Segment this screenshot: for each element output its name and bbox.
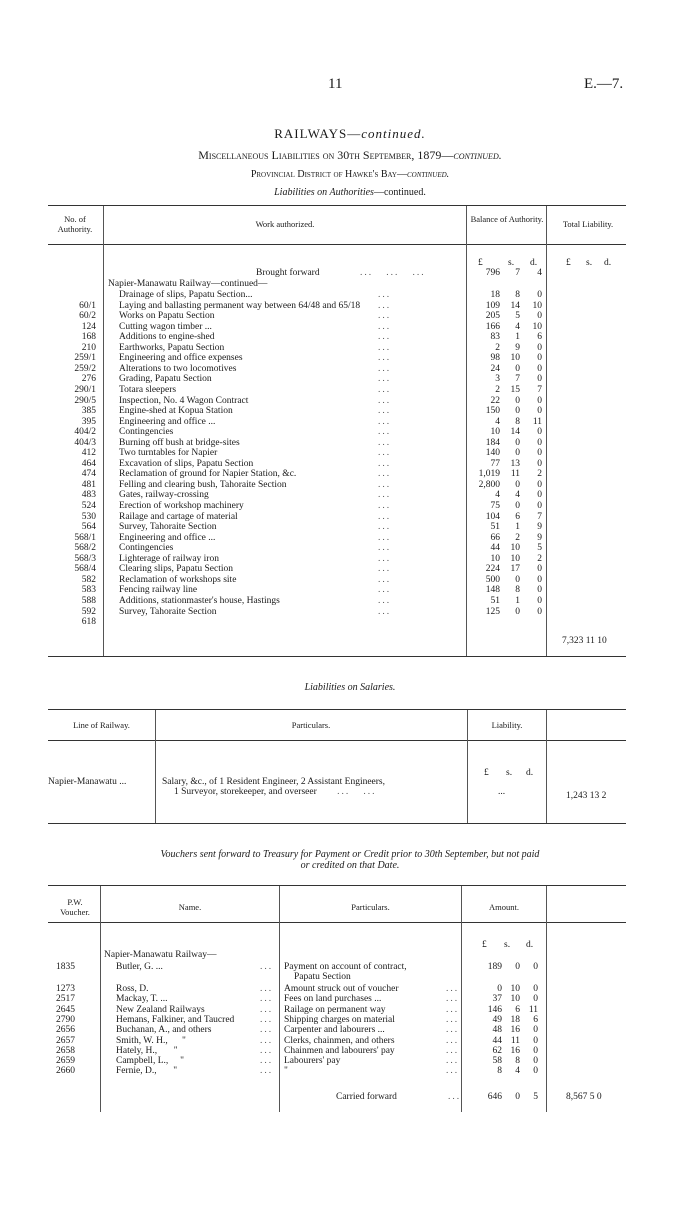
section-title-b: —continued.: [373, 187, 426, 198]
amount-shillings: 4: [515, 490, 520, 501]
amount-pence: 0: [537, 427, 542, 438]
amount-pounds: 44: [490, 543, 500, 554]
payee-name: New Zealand Railways: [116, 1004, 205, 1015]
voucher-number: 2658: [56, 1045, 75, 1056]
authority-number: 524: [81, 501, 96, 511]
amount-pence: 9: [537, 522, 542, 533]
amount-shillings: 1: [515, 522, 520, 533]
t1-total-liability: 7,323 11 10: [562, 636, 607, 646]
amount-pence: 10: [532, 300, 542, 311]
authority-number: 276: [81, 374, 96, 385]
amount-pence: 0: [537, 290, 542, 300]
t1-header-balance: Balance of Authority.: [470, 214, 544, 224]
amount-pounds: 109: [485, 300, 500, 311]
amount-pence: 0: [537, 574, 542, 585]
pound-sign: £: [484, 768, 489, 778]
amount-pence: 0: [533, 984, 538, 994]
voucher-number: 2656: [56, 1025, 75, 1036]
amount-pounds: 0: [497, 984, 502, 994]
shillings-label: s.: [586, 258, 593, 268]
amount-shillings: 10: [510, 353, 520, 364]
authority-number: 168: [81, 332, 96, 343]
amount-pence: 0: [537, 448, 542, 459]
amount-pounds: 646: [487, 1092, 502, 1102]
t3-top-rule: [48, 885, 626, 886]
amount-pence: 0: [537, 585, 542, 596]
authority-number: 124: [81, 321, 96, 332]
amount-shillings: 4: [515, 1066, 520, 1077]
page-number: 11: [328, 76, 343, 92]
amount-pence: 0: [537, 595, 542, 606]
t2-line-name: Napier-Manawatu ...: [48, 777, 127, 787]
authority-number: 568/3: [74, 553, 96, 564]
amount-pence: 0: [533, 1025, 538, 1036]
amount-shillings: 2: [515, 532, 520, 543]
work-description: Excavation of slips, Papatu Section: [119, 458, 254, 469]
voucher-number: 2659: [56, 1056, 75, 1067]
amount-shillings: 15: [510, 384, 520, 395]
authority-number: 404/2: [74, 427, 96, 438]
sub-title-a: Miscellaneous Liabilities on 30th September, 1879—: [198, 148, 454, 162]
t2-header-rule: [48, 740, 626, 741]
authority-number: 583: [81, 585, 96, 596]
authority-number: 290/1: [74, 384, 96, 395]
amount-pounds: 98: [490, 353, 500, 364]
shillings-label: s.: [504, 940, 511, 950]
work-description: Survey, Tahoraite Section: [119, 522, 217, 533]
authority-number: 259/2: [74, 363, 96, 374]
amount-pounds: 2,800: [478, 479, 500, 490]
amount-shillings: 0: [515, 395, 520, 406]
amount-pence: 2: [537, 553, 542, 564]
authority-number: 568/2: [74, 543, 96, 554]
pound-sign: £: [482, 940, 487, 950]
sub-title-b: continued.: [453, 148, 502, 162]
amount-pence: 0: [537, 564, 542, 575]
amount-shillings: 0: [515, 962, 520, 972]
work-description: Gates, railway-crossing: [119, 490, 209, 501]
amount-pounds: 4: [495, 490, 500, 501]
authority-number: 60/2: [79, 311, 96, 322]
district-title: [0, 169, 700, 180]
amount-pence: 0: [537, 501, 542, 511]
amount-shillings: 17: [510, 564, 520, 575]
work-description: Inspection, No. 4 Wagon Contract: [119, 395, 249, 406]
t3-header-amount: Amount.: [489, 902, 519, 912]
amount-pounds: 24: [490, 363, 500, 374]
amount-pence: 0: [537, 458, 542, 469]
amount-shillings: 8: [515, 290, 520, 300]
amount-shillings: 10: [510, 553, 520, 564]
t3-title-line-2: or credited on that Date.: [300, 860, 400, 871]
work-description: Engineering and office expenses: [119, 353, 243, 364]
amount-shillings: 6: [515, 511, 520, 522]
amount-pence: 5: [533, 1092, 538, 1102]
pound-sign: £: [566, 258, 571, 268]
t2-particulars-1: Salary, &c., of 1 Resident Engineer, 2 Assistant Engineers,: [162, 777, 385, 787]
voucher-number: 2645: [56, 1004, 75, 1015]
amount-pounds: 62: [492, 1045, 502, 1056]
amount-pounds: 3: [495, 374, 500, 385]
pence-label: d.: [530, 258, 538, 268]
payment-particulars: Railage on permanent way: [284, 1004, 386, 1015]
amount-shillings: 9: [515, 342, 520, 353]
payee-name: Campbell, L., ": [116, 1056, 184, 1067]
pence-label: d.: [526, 768, 534, 778]
shillings-label: s.: [508, 258, 515, 268]
shillings-label: s.: [506, 768, 513, 778]
amount-shillings: 4: [515, 321, 520, 332]
t2-particulars-2: 1 Surveyor, storekeeper, and overseer ... ...: [174, 787, 377, 797]
amount-pence: 11: [532, 416, 542, 427]
carried-forward-label: Carried forward: [336, 1092, 397, 1102]
t3-col-divider-4: [546, 886, 547, 1112]
amount-pence: 6: [533, 1014, 538, 1025]
authority-number: 618: [81, 617, 96, 628]
amount-shillings: 7: [515, 374, 520, 385]
t1-header-work: Work authorized.: [255, 219, 315, 229]
authority-number: 385: [81, 406, 96, 417]
t1-col-divider-2: [466, 206, 467, 656]
amount-pence: 0: [533, 962, 538, 972]
amount-pounds: 51: [490, 595, 500, 606]
payment-particulars: Chainmen and labourers' pay: [284, 1045, 395, 1056]
group-label: Napier-Manawatu Railway—continued—: [108, 279, 268, 289]
amount-shillings: 0: [515, 448, 520, 459]
payment-particulars-cont: Papatu Section: [294, 972, 351, 982]
amount-pounds: 500: [485, 574, 500, 585]
amount-pence: 0: [533, 1045, 538, 1056]
amount-pence: 0: [533, 1035, 538, 1046]
amount-shillings: 0: [515, 437, 520, 448]
t3-header-rule: [48, 922, 626, 923]
work-description: Grading, Papatu Section: [119, 374, 212, 385]
amount-shillings: 0: [515, 606, 520, 617]
t2-header-particulars: Particulars.: [291, 720, 331, 730]
voucher-number: 1273: [56, 984, 75, 994]
amount-shillings: 16: [510, 1025, 520, 1036]
t2-header-line: Line of Railway.: [73, 720, 130, 730]
authority-number: 259/1: [74, 353, 96, 364]
work-description: Totara sleepers: [119, 384, 177, 395]
amount-shillings: 13: [510, 458, 520, 469]
amount-pounds: 184: [485, 437, 500, 448]
t3-title-line-1: Vouchers sent forward to Treasury for Payment or Credit prior to 30th September, but not paid: [160, 849, 540, 860]
voucher-number: 2660: [56, 1066, 75, 1077]
amount-shillings: 14: [510, 300, 520, 311]
authority-number: 483: [81, 490, 96, 501]
payment-particulars: Payment on account of contract,: [284, 962, 407, 972]
district-title-b: continued.: [406, 169, 450, 180]
amount-shillings: 11: [510, 1035, 520, 1046]
authority-number: 474: [81, 469, 96, 480]
work-description: Drainage of slips, Papatu Section...: [119, 290, 253, 300]
main-title-a: RAILWAYS—: [274, 126, 362, 141]
amount-pounds: 4: [495, 416, 500, 427]
amount-shillings: 18: [510, 1014, 520, 1025]
payee-name: Fernie, D., ": [116, 1066, 178, 1077]
amount-pence: 6: [537, 332, 542, 343]
amount-pounds: 49: [492, 1014, 502, 1025]
amount-pence: 7: [537, 511, 542, 522]
amount-pounds: 150: [485, 406, 500, 417]
work-description: Earthworks, Papatu Section: [119, 342, 225, 353]
amount-pounds: 140: [485, 448, 500, 459]
voucher-number: 2517: [56, 994, 75, 1005]
amount-pounds: 75: [490, 501, 500, 511]
amount-pence: 0: [537, 490, 542, 501]
work-description: Engine-shed at Kopua Station: [119, 406, 233, 417]
payee-name: Hately, H., ": [116, 1045, 178, 1056]
work-description: Fencing railway line: [119, 585, 198, 596]
payment-particulars: Carpenter and labourers ...: [284, 1025, 385, 1036]
amount-shillings: 0: [515, 574, 520, 585]
amount-pence: 5: [537, 543, 542, 554]
authority-number: 592: [81, 606, 96, 617]
t3-total: 8,567 5 0: [566, 1092, 602, 1102]
amount-shillings: 16: [510, 1045, 520, 1056]
amount-shillings: 14: [510, 427, 520, 438]
amount-pence: 0: [537, 437, 542, 448]
amount-pence: 9: [537, 532, 542, 543]
amount-pounds: 22: [490, 395, 500, 406]
particulars-text: 1 Surveyor, storekeeper, and overseer: [174, 787, 317, 797]
payee-name: Ross, D.: [116, 984, 149, 994]
t1-header-rule: [48, 244, 626, 245]
amount-pounds: 104: [485, 511, 500, 522]
work-description: Engineering and office ...: [119, 532, 216, 543]
amount-pounds: 125: [485, 606, 500, 617]
amount-shillings: 8: [515, 416, 520, 427]
authority-number: 464: [81, 458, 96, 469]
amount-shillings: 0: [515, 406, 520, 417]
t2-bottom-rule: [48, 823, 626, 824]
t2-liability: ...: [498, 787, 506, 797]
amount-shillings: 0: [515, 1092, 520, 1102]
t3-group-heading: Napier-Manawatu Railway—: [104, 950, 217, 960]
amount-pence: 0: [533, 1056, 538, 1067]
payee-name: Butler, G. ...: [116, 962, 163, 972]
work-description: Railage and cartage of material: [119, 511, 238, 522]
brought-forward-label: Brought forward: [256, 268, 320, 278]
t1-header-no: No. of Authority.: [57, 214, 93, 234]
amount-pence: 0: [533, 994, 538, 1005]
payee-name: Smith, W. H., ": [116, 1035, 186, 1046]
district-title-a: Provincial District of Hawke's Bay—: [250, 169, 407, 180]
work-description: Reclamation of workshops site: [119, 574, 237, 585]
amount-pounds: 18: [490, 290, 500, 300]
amount-shillings: 1: [515, 595, 520, 606]
amount-pounds: 1,019: [478, 469, 500, 480]
amount-pounds: 10: [490, 427, 500, 438]
authority-number: 395: [81, 416, 96, 427]
amount-pence: 0: [537, 606, 542, 617]
amount-pence: 7: [537, 384, 542, 395]
amount-pounds: 51: [490, 522, 500, 533]
payee-name: Buchanan, A., and others: [116, 1025, 212, 1036]
amount-pence: 0: [537, 374, 542, 385]
authority-number: 564: [81, 522, 96, 533]
amount-pounds: 83: [490, 332, 500, 343]
authority-number: 582: [81, 574, 96, 585]
amount-pounds: 8: [497, 1066, 502, 1077]
t2-header-liability: Liability.: [491, 720, 523, 730]
t2-col-divider-2: [467, 710, 468, 823]
amount-pence: 0: [537, 395, 542, 406]
amount-shillings: 8: [515, 1056, 520, 1067]
amount-pounds: 44: [492, 1035, 502, 1046]
amount-shillings: 8: [515, 585, 520, 596]
t3-header-particulars: Particulars.: [351, 902, 390, 912]
amount-shillings: 11: [510, 469, 520, 480]
work-description: Lighterage of railway iron: [119, 553, 219, 564]
work-description: Survey, Tahoraite Section: [119, 606, 217, 617]
work-description: Cutting wagon timber ...: [119, 321, 212, 332]
amount-pence: 0: [537, 363, 542, 374]
authority-number: 568/4: [74, 564, 96, 575]
work-description: Additions to engine-shed: [119, 332, 215, 343]
amount-pounds: 148: [485, 585, 500, 596]
payment-particulars: Amount struck out of voucher: [284, 984, 399, 994]
authority-number: 210: [81, 342, 96, 353]
work-description: Erection of workshop machinery: [119, 501, 244, 511]
payment-particulars: Fees on land purchases ...: [284, 994, 382, 1005]
amount-pounds: 48: [492, 1025, 502, 1036]
t3-col-divider-1: [100, 886, 101, 1112]
amount-pence: 0: [537, 353, 542, 364]
amount-shillings: 5: [515, 311, 520, 322]
amount-shillings: 7: [515, 268, 520, 278]
pound-sign: £: [478, 258, 483, 268]
t2-total: 1,243 13 2: [566, 791, 607, 801]
work-description: Reclamation of ground for Napier Station, &c.: [119, 469, 297, 480]
amount-pounds: 2: [495, 342, 500, 353]
authority-number: 412: [81, 448, 96, 459]
main-title-b: continued.: [361, 126, 426, 141]
amount-pence: 11: [528, 1004, 538, 1015]
work-description: Burning off bush at bridge-sites: [119, 437, 240, 448]
t3-header-name: Name.: [178, 902, 202, 912]
amount-pence: 0: [537, 342, 542, 353]
authority-number: 568/1: [74, 532, 96, 543]
amount-pence: 4: [537, 268, 542, 278]
amount-shillings: 6: [515, 1004, 520, 1015]
amount-pence: 0: [533, 1066, 538, 1077]
work-description: Two turntables for Napier: [119, 448, 218, 459]
amount-pounds: 205: [485, 311, 500, 322]
amount-shillings: 0: [515, 501, 520, 511]
amount-pounds: 224: [485, 564, 500, 575]
amount-shillings: 10: [510, 543, 520, 554]
payment-particulars: Labourers' pay: [284, 1056, 341, 1067]
payment-particulars: Shipping charges on material: [284, 1014, 395, 1025]
amount-shillings: 10: [510, 994, 520, 1005]
work-description: Felling and clearing bush, Tahoraite Section: [119, 479, 287, 490]
t1-top-rule: [48, 205, 626, 206]
section-title-a: Liabilities on Authorities: [274, 187, 374, 198]
amount-pounds: 146: [487, 1004, 502, 1015]
t2-title: Liabilities on Salaries.: [304, 682, 396, 693]
amount-pounds: 77: [490, 458, 500, 469]
amount-pence: 10: [532, 321, 542, 332]
authority-number: 481: [81, 479, 96, 490]
amount-pounds: 166: [485, 321, 500, 332]
amount-pounds: 2: [495, 384, 500, 395]
work-description: Contingencies: [119, 427, 174, 438]
authority-number: 530: [81, 511, 96, 522]
amount-shillings: 0: [515, 363, 520, 374]
t1-col-divider-3: [546, 206, 547, 656]
work-description: Clearing slips, Papatu Section: [119, 564, 233, 575]
document-code: E.—7.: [584, 76, 624, 92]
work-description: Works on Papatu Section: [119, 311, 215, 322]
work-description: Contingencies: [119, 543, 174, 554]
amount-pounds: 66: [490, 532, 500, 543]
payment-particulars: Clerks, chainmen, and others: [284, 1035, 395, 1046]
pence-label: d.: [526, 940, 534, 950]
t2-col-divider-1: [155, 710, 156, 823]
payee-name: Hemans, Falkiner, and Taucred: [116, 1014, 235, 1025]
payee-name: Mackay, T. ...: [116, 994, 168, 1005]
amount-pence: 0: [537, 311, 542, 322]
amount-pence: 0: [537, 406, 542, 417]
section-title: [0, 187, 700, 198]
voucher-number: 2657: [56, 1035, 75, 1046]
t1-header-total: Total Liability.: [562, 219, 614, 229]
t3-header-voucher: P.W. Voucher.: [60, 897, 90, 917]
authority-number: 404/3: [74, 437, 96, 448]
amount-pence: 0: [537, 479, 542, 490]
amount-pounds: 10: [490, 553, 500, 564]
t1-bottom-rule: [48, 656, 626, 657]
voucher-number: 1835: [56, 962, 75, 972]
t2-top-rule: [48, 709, 626, 710]
amount-pounds: 189: [487, 962, 502, 972]
amount-pounds: 58: [492, 1056, 502, 1067]
work-description: Engineering and office ...: [119, 416, 216, 427]
amount-shillings: 10: [510, 984, 520, 994]
work-description: Additions, stationmaster's house, Hastings: [119, 595, 280, 606]
amount-pence: 2: [537, 469, 542, 480]
pence-label: d.: [604, 258, 612, 268]
t1-group-heading: [108, 279, 267, 289]
work-description: Laying and ballasting permanent way between 64/48 and 65/18: [119, 300, 361, 311]
authority-number: 290/5: [74, 395, 96, 406]
work-description: Alterations to two locomotives: [119, 363, 237, 374]
t2-col-divider-3: [546, 710, 547, 823]
payment-particulars: ": [284, 1066, 288, 1077]
sub-title: [0, 148, 700, 163]
amount-shillings: 0: [515, 479, 520, 490]
t1-col-divider-1: [103, 206, 104, 656]
voucher-number: 2790: [56, 1014, 75, 1025]
authority-number: 60/1: [79, 300, 96, 311]
t3-col-divider-2: [279, 886, 280, 1112]
amount-pounds: 37: [492, 994, 502, 1005]
main-title: [0, 126, 700, 142]
amount-shillings: 1: [515, 332, 520, 343]
amount-pounds: 796: [485, 268, 500, 278]
authority-number: 588: [81, 595, 96, 606]
t3-col-divider-3: [461, 886, 462, 1112]
